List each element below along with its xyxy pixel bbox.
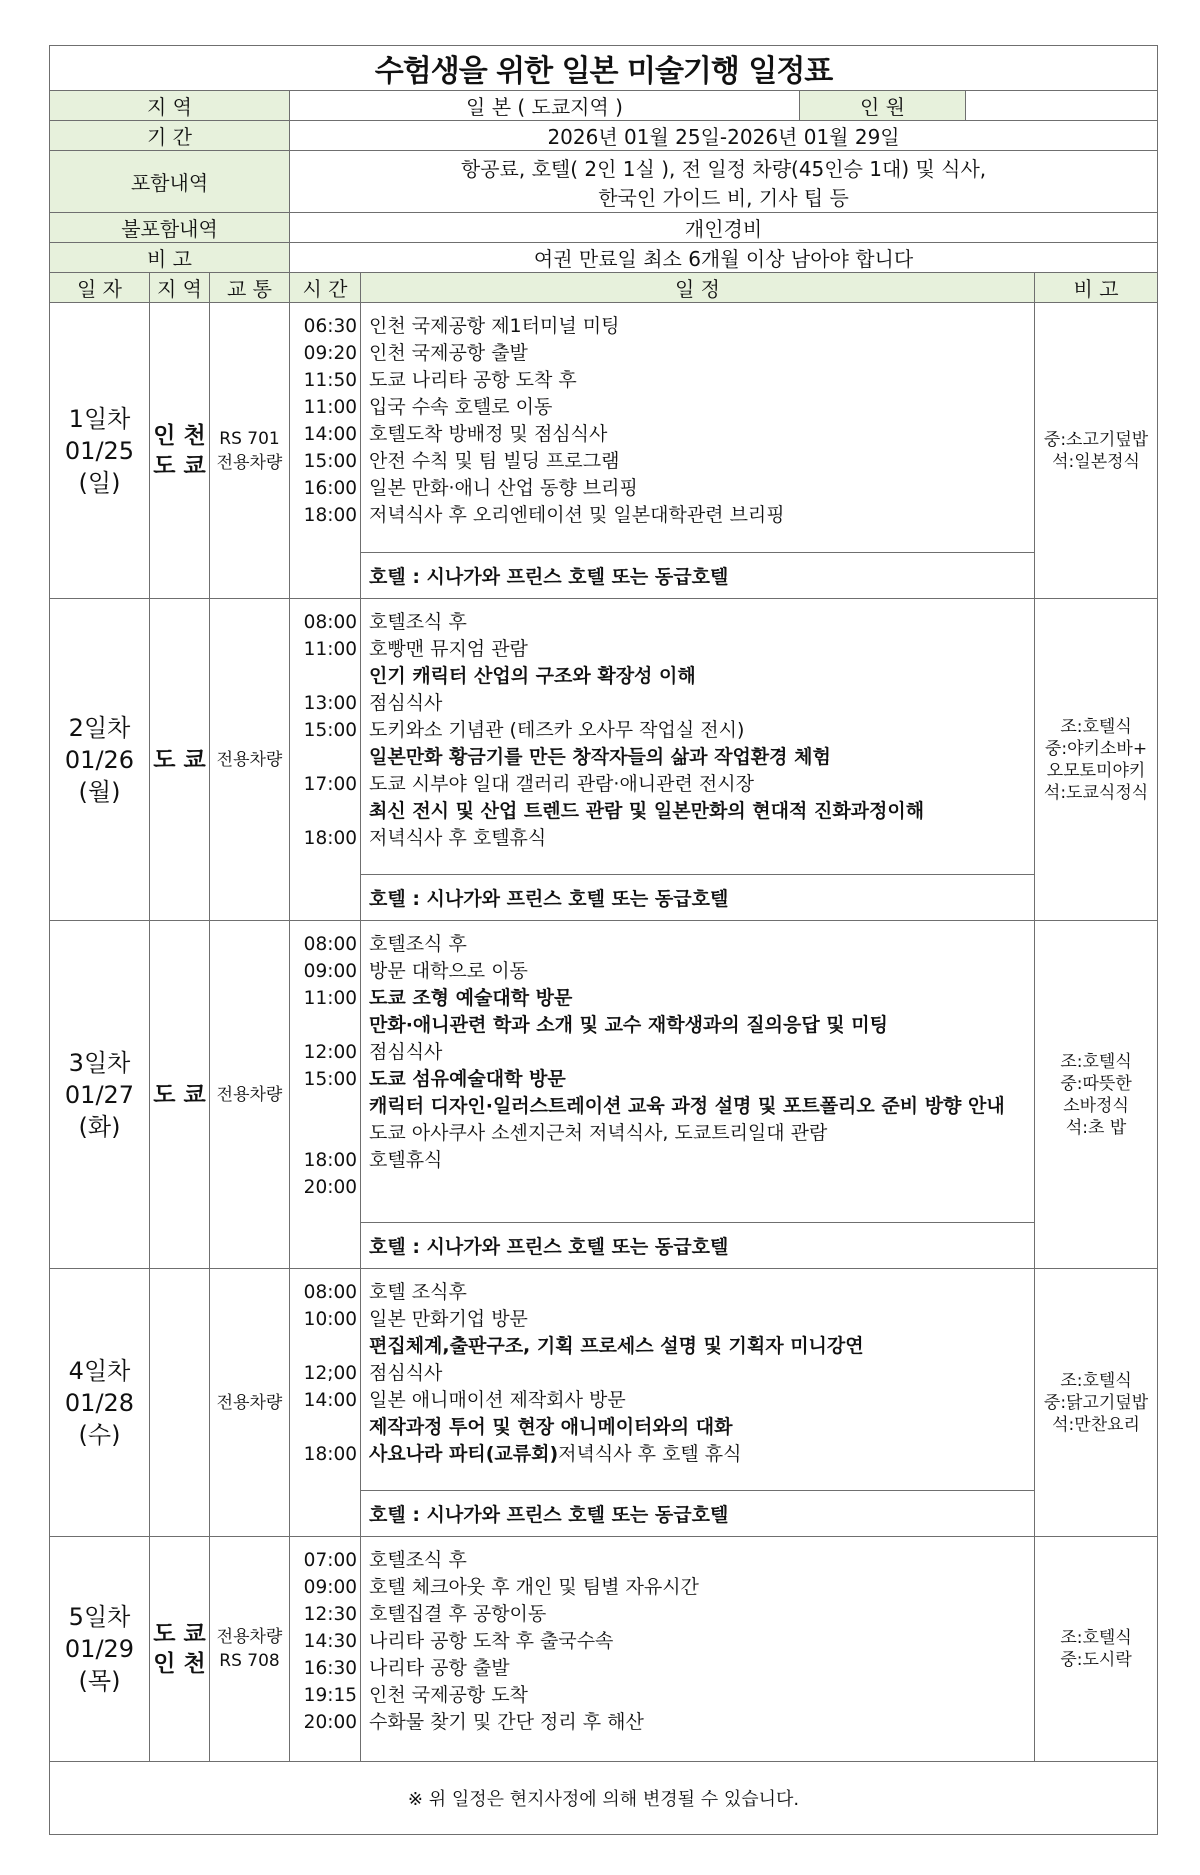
region-value: 일 본 ( 도쿄지역 ) [290, 91, 800, 121]
meal-note-cell [1035, 303, 1158, 599]
schedule-item: 도키와소 기념관 (테즈카 오사무 작업실 전시) [369, 719, 745, 741]
schedule-item: 일본 애니매이션 제작회사 방문 [369, 1389, 626, 1411]
day-weekday: (월) [78, 777, 121, 806]
header-note: 비 고 [1035, 273, 1158, 303]
schedule-item: 인천 국제공항 출발 [369, 342, 528, 364]
region-name: 도 쿄 [153, 746, 206, 773]
header-region: 지 역 [150, 273, 210, 303]
day-weekday: (일) [78, 468, 121, 497]
time-entry: 19:15 [303, 1685, 357, 1706]
includes-line: 한국인 가이드 비, 기사 팁 등 [598, 185, 849, 210]
time-entry: 11:50 [303, 370, 357, 391]
day-weekday: (수) [78, 1420, 121, 1449]
schedule-cell [361, 1537, 1035, 1762]
time-entry: 18:00 [303, 505, 357, 526]
day-number: 5일차 [68, 1603, 131, 1631]
time-entry: 20:00 [303, 1177, 357, 1198]
meal-note: 석:초 밥 [1065, 1117, 1127, 1138]
time-entry [290, 663, 357, 690]
time-entry: 07:00 [303, 1550, 357, 1571]
schedule-item: 인기 캐릭터 산업의 구조와 확장성 이해 [369, 665, 696, 687]
meal-note: 중:따뜻한 [1060, 1073, 1132, 1094]
day-cell [50, 1269, 150, 1537]
hotel-info: 호텔 : 시나가와 프린스 호텔 또는 동급호텔 [361, 1223, 1035, 1269]
time-entry: 20:00 [303, 1712, 357, 1733]
meal-note-cell [1035, 1269, 1158, 1537]
time-entry: 12:00 [303, 1042, 357, 1063]
time-entry: 14:00 [303, 1390, 357, 1411]
meal-note: 중:소고기덮밥 [1043, 429, 1149, 450]
region-cell [150, 921, 210, 1269]
schedule-item: 호텔휴식 [369, 1149, 443, 1171]
region-cell [150, 303, 210, 599]
schedule-item: 호텔조식 후 [369, 933, 467, 955]
time-entry [290, 744, 357, 771]
time-entry [290, 798, 357, 825]
schedule-item: 수화물 찾기 및 간단 정리 후 해산 [369, 1711, 644, 1733]
schedule-item: 점심식사 [369, 1041, 443, 1063]
footer-notice: ※ 위 일정은 현지사정에 의해 변경될 수 있습니다. [50, 1762, 1158, 1835]
time-entry [290, 1333, 357, 1360]
time-entry: 11:00 [303, 639, 357, 660]
time-cell [290, 1537, 361, 1762]
meal-note: 조:호텔식 [1060, 1628, 1132, 1648]
includes-line: 항공료, 호텔( 2인 1실 ), 전 일정 차량(45인승 1대) 및 식사, [460, 156, 987, 181]
time-entry [290, 1093, 357, 1120]
day-date: 01/29 [64, 1635, 135, 1663]
excludes-value: 개인경비 [290, 213, 1158, 243]
day-row [50, 1537, 1158, 1762]
region-name: 도 쿄 [153, 452, 206, 479]
time-entry: 08:00 [303, 1282, 357, 1303]
meal-note: 중:도시락 [1060, 1650, 1132, 1670]
time-entry: 13:00 [303, 693, 357, 714]
schedule-item: 점심식사 [369, 692, 443, 714]
meal-note-cell [1035, 599, 1158, 921]
day-row [50, 303, 1158, 553]
time-entry: 06:30 [303, 316, 357, 337]
time-cell [290, 303, 361, 599]
time-entry: 18:00 [303, 828, 357, 849]
region-name: 도 쿄 [153, 1081, 206, 1108]
hotel-info: 호텔 : 시나가와 프린스 호텔 또는 동급호텔 [361, 875, 1035, 921]
schedule-item: 일본 만화기업 방문 [369, 1308, 528, 1330]
schedule-item: 일본 만화·애니 산업 동향 브리핑 [369, 477, 638, 499]
schedule-item [369, 1441, 1034, 1468]
schedule-highlight: 사요나라 파티(교류회) [369, 1443, 559, 1465]
day-cell [50, 1537, 150, 1762]
region-cell [150, 1269, 210, 1537]
schedule-item: 호텔 조식후 [369, 1281, 467, 1303]
time-entry: 15:00 [303, 451, 357, 472]
schedule-item: 저녁식사 후 오리엔테이션 및 일본대학관련 브리핑 [369, 504, 785, 526]
people-value [966, 91, 1158, 121]
hotel-info: 호텔 : 시나가와 프린스 호텔 또는 동급호텔 [361, 553, 1035, 599]
itinerary-sheet [49, 45, 1157, 1832]
region-name: 인 천 [153, 1651, 206, 1677]
transport-cell [210, 1537, 290, 1762]
meal-note-cell [1035, 921, 1158, 1269]
meal-note: 오모토미야키 [1046, 760, 1146, 781]
schedule-item: 저녁식사 후 호텔휴식 [369, 827, 547, 849]
schedule-item: 호텔 체크아웃 후 개인 및 팀별 자유시간 [369, 1576, 699, 1598]
schedule-cell [361, 599, 1035, 875]
day-date: 01/28 [64, 1388, 135, 1417]
schedule-item: 만화·애니관련 학과 소개 및 교수 재학생과의 질의응답 및 미팅 [369, 1014, 888, 1036]
region-name: 도 쿄 [153, 1621, 206, 1647]
day-row [50, 1269, 1158, 1491]
transport-cell [210, 921, 290, 1269]
time-entry: 12;00 [303, 1363, 357, 1384]
people-label: 인 원 [800, 91, 966, 121]
schedule-item: 방문 대학으로 이동 [369, 960, 528, 982]
schedule-item: 도쿄 섬유예술대학 방문 [369, 1068, 566, 1090]
day-cell [50, 921, 150, 1269]
schedule-cell [361, 303, 1035, 553]
schedule-item: 도쿄 시부야 일대 갤러리 관람·애니관련 전시장 [369, 773, 754, 795]
schedule-item: 캐릭터 디자인·일러스트레이션 교육 과정 설명 및 포트폴리오 준비 방향 안내 [369, 1095, 1005, 1117]
time-entry [290, 1414, 357, 1441]
schedule-cell [361, 921, 1035, 1223]
transport-name: 전용차량 [216, 749, 283, 770]
meal-note: 석:도쿄식정식 [1043, 782, 1149, 803]
time-entry: 15:00 [303, 1069, 357, 1090]
remark-value: 여권 만료일 최소 6개월 이상 남아야 합니다 [290, 243, 1158, 273]
includes-value [290, 151, 1158, 213]
time-entry: 14:30 [303, 1631, 357, 1652]
excludes-label: 불포함내역 [50, 213, 290, 243]
transport-name: 전용차량 [216, 1392, 283, 1413]
transport-name: RS 708 [219, 1651, 280, 1671]
includes-label: 포함내역 [50, 151, 290, 213]
day-date: 01/25 [64, 436, 135, 465]
time-entry: 09:00 [303, 1577, 357, 1598]
meal-note: 조:호텔식 [1060, 1370, 1132, 1391]
region-name: 인 천 [153, 422, 206, 449]
meal-note: 조:호텔식 [1060, 1051, 1132, 1072]
day-weekday: (목) [78, 1667, 121, 1695]
hotel-info: 호텔 : 시나가와 프린스 호텔 또는 동급호텔 [361, 1491, 1035, 1537]
day-number: 1일차 [68, 404, 131, 433]
schedule-item: 편집체계,출판구조, 기획 프로세스 설명 및 기획자 미니강연 [369, 1335, 864, 1357]
schedule-item: 인천 국제공항 도착 [369, 1684, 528, 1706]
time-entry: 16:30 [303, 1658, 357, 1679]
schedule-item: 최신 전시 및 산업 트렌드 관람 및 일본만화의 현대적 진화과정이해 [369, 800, 925, 822]
time-entry: 11:00 [303, 988, 357, 1009]
time-cell [290, 1269, 361, 1537]
schedule-item: 도쿄 아사쿠사 소센지근처 저녁식사, 도쿄트리일대 관람 [369, 1122, 828, 1144]
time-entry: 17:00 [303, 774, 357, 795]
time-entry: 10:00 [303, 1309, 357, 1330]
day-row [50, 921, 1158, 1223]
period-value: 2026년 01월 25일-2026년 01월 29일 [290, 121, 1158, 151]
day-date: 01/26 [64, 745, 135, 774]
transport-cell [210, 599, 290, 921]
schedule-item: 일본만화 황금기를 만든 창작자들의 삶과 작업환경 체험 [369, 746, 831, 768]
time-entry [290, 1120, 357, 1147]
time-entry [290, 1012, 357, 1039]
schedule-item: 점심식사 [369, 1362, 443, 1384]
day-weekday: (화) [78, 1112, 121, 1141]
schedule-item: 안전 수칙 및 팀 빌딩 프로그램 [369, 450, 620, 472]
day-number: 2일차 [68, 713, 131, 742]
schedule-item: 인천 국제공항 제1터미널 미팅 [369, 315, 620, 337]
schedule-item: 호텔조식 후 [369, 1549, 467, 1571]
meal-note-cell [1035, 1537, 1158, 1762]
transport-name: 전용차량 [216, 1627, 283, 1647]
meal-note: 중:닭고기덮밥 [1043, 1392, 1149, 1413]
meal-note: 조:호텔식 [1060, 716, 1132, 737]
schedule-item: 제작과정 투어 및 현장 애니메이터와의 대화 [369, 1416, 733, 1438]
time-entry: 08:00 [303, 612, 357, 633]
time-entry: 14:00 [303, 424, 357, 445]
schedule-item: 입국 수속 호텔로 이동 [369, 396, 553, 418]
time-entry: 09:00 [303, 961, 357, 982]
schedule-item: 나리타 공항 출발 [369, 1657, 510, 1679]
transport-cell [210, 303, 290, 599]
meal-note: 석:일본정식 [1052, 451, 1140, 472]
schedule-text: 저녁식사 후 호텔 휴식 [558, 1443, 742, 1465]
transport-cell [210, 1269, 290, 1537]
time-entry: 09:20 [303, 343, 357, 364]
page-title: 수험생을 위한 일본 미술기행 일정표 [50, 46, 1158, 91]
day-row [50, 599, 1158, 875]
time-entry: 16:00 [303, 478, 357, 499]
day-number: 4일차 [68, 1356, 131, 1385]
time-cell [290, 921, 361, 1269]
header-time: 시 간 [290, 273, 361, 303]
region-cell [150, 1537, 210, 1762]
schedule-item: 호텔조식 후 [369, 611, 467, 633]
schedule-item: 도쿄 나리타 공항 도착 후 [369, 369, 577, 391]
transport-name: 전용차량 [216, 452, 283, 473]
time-cell [290, 599, 361, 921]
day-cell [50, 303, 150, 599]
header-date: 일 자 [50, 273, 150, 303]
remark-label: 비 고 [50, 243, 290, 273]
schedule-item: 호텔집결 후 공항이동 [369, 1603, 547, 1625]
meal-note: 중:야키소바+ [1045, 738, 1148, 759]
day-cell [50, 599, 150, 921]
time-entry: 12:30 [303, 1604, 357, 1625]
time-entry: 18:00 [303, 1444, 357, 1465]
meal-note: 소바정식 [1063, 1095, 1129, 1116]
schedule-item: 나리타 공항 도착 후 출국수속 [369, 1630, 614, 1652]
period-label: 기 간 [50, 121, 290, 151]
time-entry: 11:00 [303, 397, 357, 418]
transport-name: RS 701 [219, 428, 280, 449]
header-schedule: 일 정 [361, 273, 1035, 303]
schedule-item: 도쿄 조형 예술대학 방문 [369, 987, 573, 1009]
schedule-cell [361, 1269, 1035, 1491]
time-entry: 15:00 [303, 720, 357, 741]
time-entry: 18:00 [303, 1150, 357, 1171]
header-transport: 교 통 [210, 273, 290, 303]
region-label: 지 역 [50, 91, 290, 121]
region-cell [150, 599, 210, 921]
meal-note: 석:만찬요리 [1052, 1414, 1140, 1435]
time-entry: 08:00 [303, 934, 357, 955]
schedule-item: 호텔도착 방배정 및 점심식사 [369, 423, 608, 445]
transport-name: 전용차량 [216, 1084, 283, 1105]
itinerary-table [49, 45, 1158, 1835]
schedule-item: 호빵맨 뮤지엄 관람 [369, 638, 528, 660]
day-date: 01/27 [64, 1080, 135, 1109]
day-number: 3일차 [68, 1048, 131, 1077]
